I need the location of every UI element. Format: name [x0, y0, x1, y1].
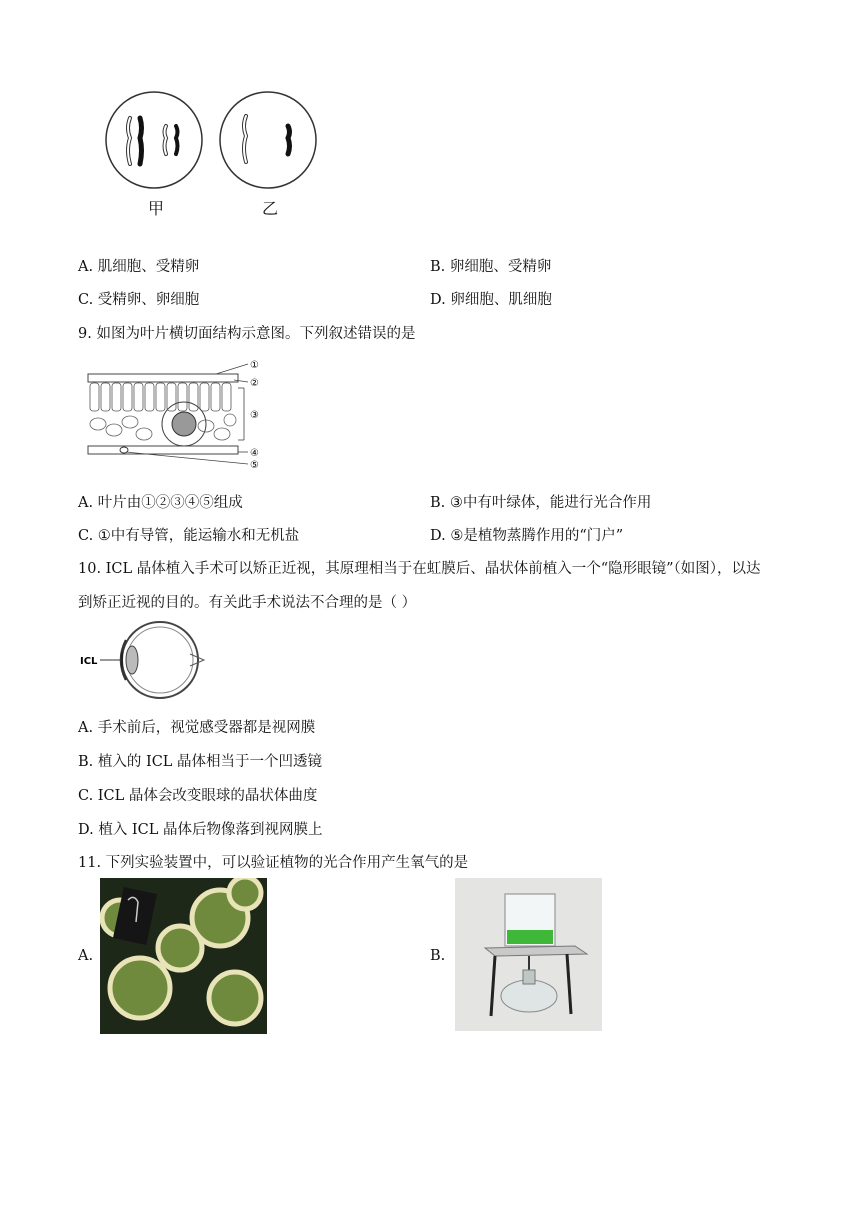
plant-leaf-photo-svg — [100, 878, 267, 1034]
q10-option-c[interactable]: C. ICL 晶体会改变眼球的晶状体曲度 — [78, 788, 318, 804]
q10-stem-line2: 到矫正近视的目的。有关此手术说法不合理的是（ ） — [78, 595, 417, 611]
q9-stem: 9. 如图为叶片横切面结构示意图。下列叙述错误的是 — [78, 326, 416, 342]
eye-icl-svg — [80, 618, 210, 702]
q10-stem-line1: 10. ICL 晶体植入手术可以矫正近视，其原理相当于在虹膜后、晶状体前植入一个“隐形眼镜”（如图），以达 — [78, 561, 761, 577]
q8-option-b[interactable]: B. 卵细胞、受精卵 — [430, 259, 552, 275]
q9-option-b[interactable]: B. ③中有叶绿体，能进行光合作用 — [430, 495, 652, 511]
q9-option-a[interactable]: A. 叶片由①②③④⑤组成 — [78, 495, 243, 511]
leaf-marker-1: ① — [250, 360, 259, 371]
figure-label-yi: 乙 — [262, 199, 279, 218]
leaf-cross-section-figure — [86, 352, 276, 472]
q10-option-d[interactable]: D. 植入 ICL 晶体后物像落到视网膜上 — [78, 822, 323, 838]
chromosome-circles-svg — [100, 88, 330, 193]
q8-option-c[interactable]: C. 受精卵、卵细胞 — [78, 292, 200, 308]
q10-option-b[interactable]: B. 植入的 ICL 晶体相当于一个凹透镜 — [78, 754, 323, 770]
q9-option-d[interactable]: D. ⑤是植物蒸腾作用的“门户” — [430, 528, 624, 544]
q10-option-a[interactable]: A. 手术前后，视觉感受器都是视网膜 — [78, 720, 316, 736]
leaf-marker-2: ② — [250, 378, 259, 389]
q11-stem: 11. 下列实验装置中，可以验证植物的光合作用产生氧气的是 — [78, 855, 469, 871]
eye-icl-figure — [80, 618, 210, 702]
q8-option-d[interactable]: D. 卵细胞、肌细胞 — [430, 292, 552, 308]
q8-option-a[interactable]: A. 肌细胞、受精卵 — [78, 259, 200, 275]
figure-label-jia: 甲 — [148, 199, 165, 218]
q9-option-c[interactable]: C. ①中有导管，能运输水和无机盐 — [78, 528, 300, 544]
plant-leaf-photo[interactable] — [100, 878, 267, 1034]
q11-option-a-label[interactable]: A. — [78, 948, 94, 964]
leaf-marker-3: ③ — [250, 410, 259, 421]
leaf-marker-5: ⑤ — [250, 460, 259, 471]
leaf-cross-section-svg — [86, 352, 276, 472]
beaker-alcohol-lamp-svg — [455, 878, 602, 1031]
leaf-marker-4: ④ — [250, 448, 259, 459]
q11-option-b-label[interactable]: B. — [430, 948, 446, 964]
beaker-alcohol-lamp-photo[interactable] — [455, 878, 602, 1031]
chromosome-figure — [100, 88, 330, 218]
icl-label: ICL — [80, 656, 98, 667]
